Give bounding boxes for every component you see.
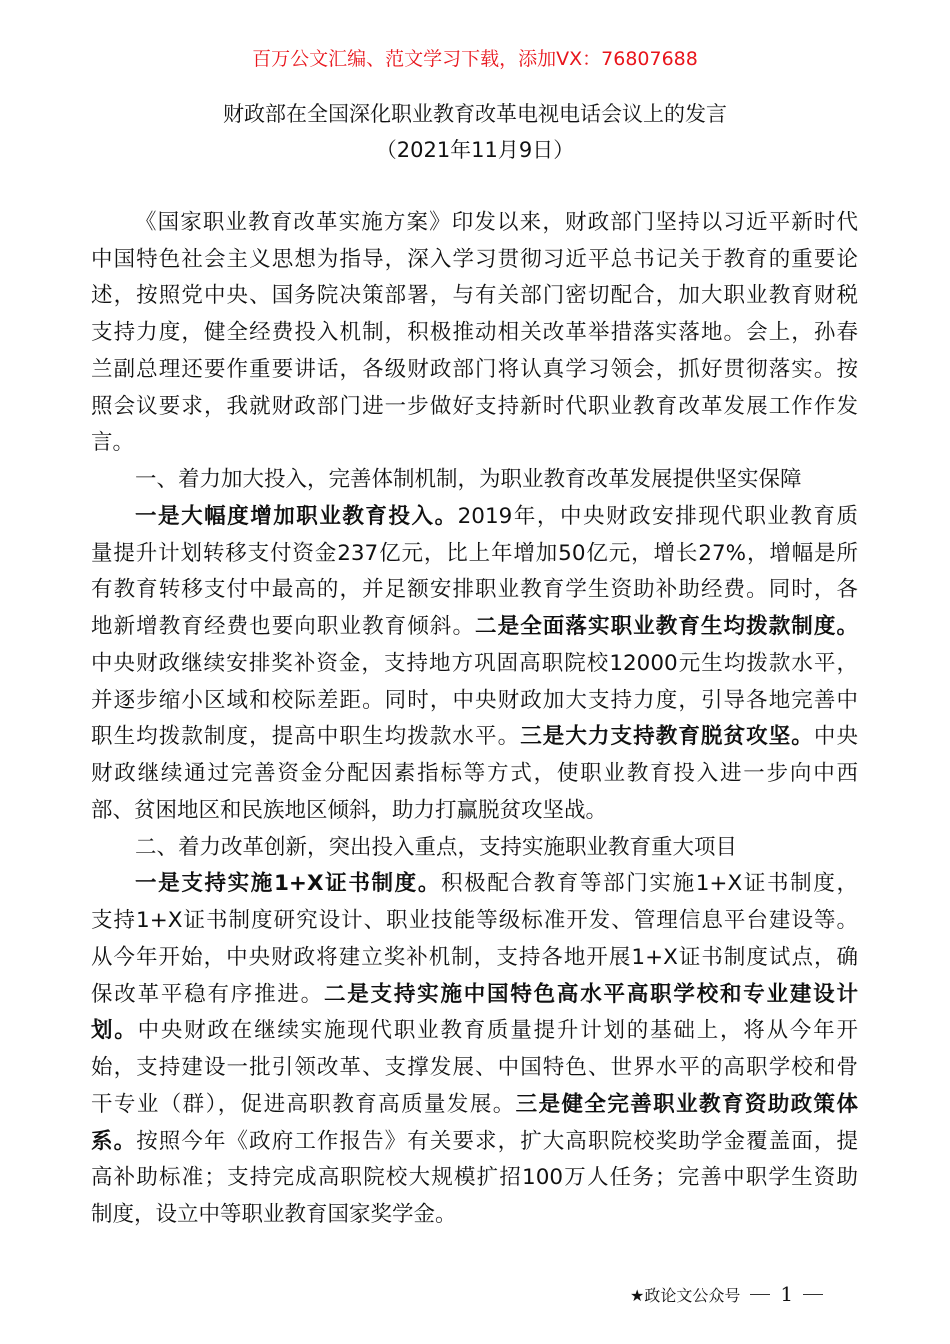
page-dash-right xyxy=(803,1294,823,1295)
text-span: 中央财政在继续实施现代职业教育质量提升计划的基础上，将从今年开 xyxy=(137,1018,858,1044)
text-span: 有教育转移支付中最高的，并足额安排职业教育学生资助补助经费。同时，各 xyxy=(91,577,858,603)
paragraph-line xyxy=(91,392,858,422)
paragraph-line xyxy=(91,208,858,238)
page-dash-left xyxy=(750,1294,770,1295)
paragraph-line xyxy=(91,612,858,642)
text-span: 二、着力改革创新，突出投入重点，支持实施职业教育重大项目 xyxy=(135,834,738,860)
text-span: 兰副总理还要作重要讲话，各级财政部门将认真学习领会，抓好贯彻落实。按 xyxy=(91,356,858,382)
paragraph-line xyxy=(91,1163,858,1193)
text-span: 支持1+X证书制度研究设计、职业技能等级标准开发、管理信息平台建设等。 xyxy=(91,908,858,934)
paragraph-line xyxy=(91,281,858,311)
paragraph-line xyxy=(91,1200,858,1230)
text-span: 一、着力加大投入，完善体制机制，为职业教育改革发展提供坚实保障 xyxy=(135,467,802,493)
text-span: 制度，设立中等职业教育国家奖学金。 xyxy=(91,1201,457,1227)
paragraph-line xyxy=(91,686,858,716)
paragraph-line xyxy=(91,1090,858,1120)
paragraph-line xyxy=(91,759,858,789)
paragraph-line xyxy=(91,539,858,569)
text-span: 量提升计划转移支付资金237亿元，比上年增加50亿元，增长27%，增幅是所 xyxy=(91,540,858,566)
paragraph-line xyxy=(91,1053,858,1083)
text-span: 地新增教育经费也要向职业教育倾斜。 xyxy=(91,614,476,640)
document-title: 财政部在全国深化职业教育改革电视电话会议上的发言 xyxy=(223,102,727,126)
text-span: 高补助标准；支持完成高职院校大规模扩招100万人任务；完善中职学生资助 xyxy=(91,1165,858,1191)
bold-lead-text: 二是支持实施中国特色高水平高职学校和专业建设计 xyxy=(323,981,858,1007)
text-span: 支持力度，健全经费投入机制，积极推动相关改革举措落实落地。会上，孙春 xyxy=(91,320,858,346)
paragraph-line xyxy=(91,943,858,973)
bold-lead-text: 三是大力支持教育脱贫攻坚。 xyxy=(520,724,814,750)
text-span: 述，按照党中央、国务院决策部署，与有关部门密切配合，加大职业教育财税 xyxy=(91,283,858,309)
text-span: 并逐步缩小区域和校际差距。同时，中央财政加大支持力度，引导各地完善中 xyxy=(91,687,858,713)
paragraph-line xyxy=(91,428,858,458)
bold-lead-text: 一是大幅度增加职业教育投入。 xyxy=(135,503,458,529)
text-span: 始，支持建设一批引领改革、支撑发展、中国特色、世界水平的高职学校和骨 xyxy=(91,1055,858,1081)
text-span: 财政继续通过完善资金分配因素指标等方式，使职业教育投入进一步向中西 xyxy=(91,761,858,787)
page-footer xyxy=(630,1282,823,1306)
text-span: 部、贫困地区和民族地区倾斜，助力打赢脱贫攻坚战。 xyxy=(91,797,608,823)
section-heading xyxy=(91,465,858,495)
paragraph-line xyxy=(91,980,858,1010)
paragraph-line xyxy=(91,1127,858,1157)
paragraph-line xyxy=(91,796,858,826)
text-span: 照会议要求，我就财政部门进一步做好支持新时代职业教育改革发展工作作发 xyxy=(91,393,858,419)
text-span: 职生均拨款制度，提高中职生均拨款水平。 xyxy=(91,724,521,750)
text-span: 积极配合教育等部门实施1+X证书制度， xyxy=(440,871,858,897)
page-number: 1 xyxy=(780,1282,794,1306)
text-span: 《国家职业教育改革实施方案》印发以来，财政部门坚持以习近平新时代 xyxy=(135,210,858,235)
paragraph-line xyxy=(91,502,858,532)
text-span: 按照今年《政府工作报告》有关要求，扩大高职院校奖助学金覆盖面，提 xyxy=(136,1128,858,1154)
paragraph-line xyxy=(91,722,858,752)
document-date: （2021年11月9日） xyxy=(375,138,575,162)
paragraph-line xyxy=(91,318,858,348)
footer-source: ★政论文公众号 xyxy=(630,1285,741,1305)
text-span: 中国特色社会主义思想为指导，深入学习贯彻习近平总书记关于教育的重要论 xyxy=(91,246,858,272)
paragraph-line xyxy=(91,906,858,936)
watermark-banner: 百万公文汇编、范文学习下载，添加VX：76807688 xyxy=(252,48,698,70)
text-span: 2019年，中央财政安排现代职业教育质 xyxy=(457,503,858,529)
paragraph-line xyxy=(91,245,858,275)
text-span: 从今年开始，中央财政将建立奖补机制，支持各地开展1+X证书制度试点，确 xyxy=(91,944,858,970)
paragraph-line xyxy=(91,575,858,605)
text-span: 中央财政继续安排奖补资金，支持地方巩固高职院校12000元生均拨款水平， xyxy=(91,650,858,676)
text-span: 中央 xyxy=(813,724,858,750)
paragraph-line xyxy=(91,869,858,899)
text-span: 保改革平稳有序推进。 xyxy=(91,981,324,1007)
bold-lead-text: 二是全面落实职业教育生均拨款制度。 xyxy=(475,614,858,640)
text-span: 言。 xyxy=(91,430,135,456)
bold-lead-text: 系。 xyxy=(91,1128,137,1154)
paragraph-line xyxy=(91,355,858,385)
paragraph-line xyxy=(91,649,858,679)
bold-lead-text: 划。 xyxy=(91,1018,138,1044)
section-heading xyxy=(91,833,858,863)
text-span: 干专业（群），促进高职教育高质量发展。 xyxy=(91,1091,516,1117)
paragraph-line xyxy=(91,1016,858,1046)
bold-lead-text: 一是支持实施1+X证书制度。 xyxy=(135,871,441,897)
bold-lead-text: 三是健全完善职业教育资助政策体 xyxy=(515,1091,858,1117)
